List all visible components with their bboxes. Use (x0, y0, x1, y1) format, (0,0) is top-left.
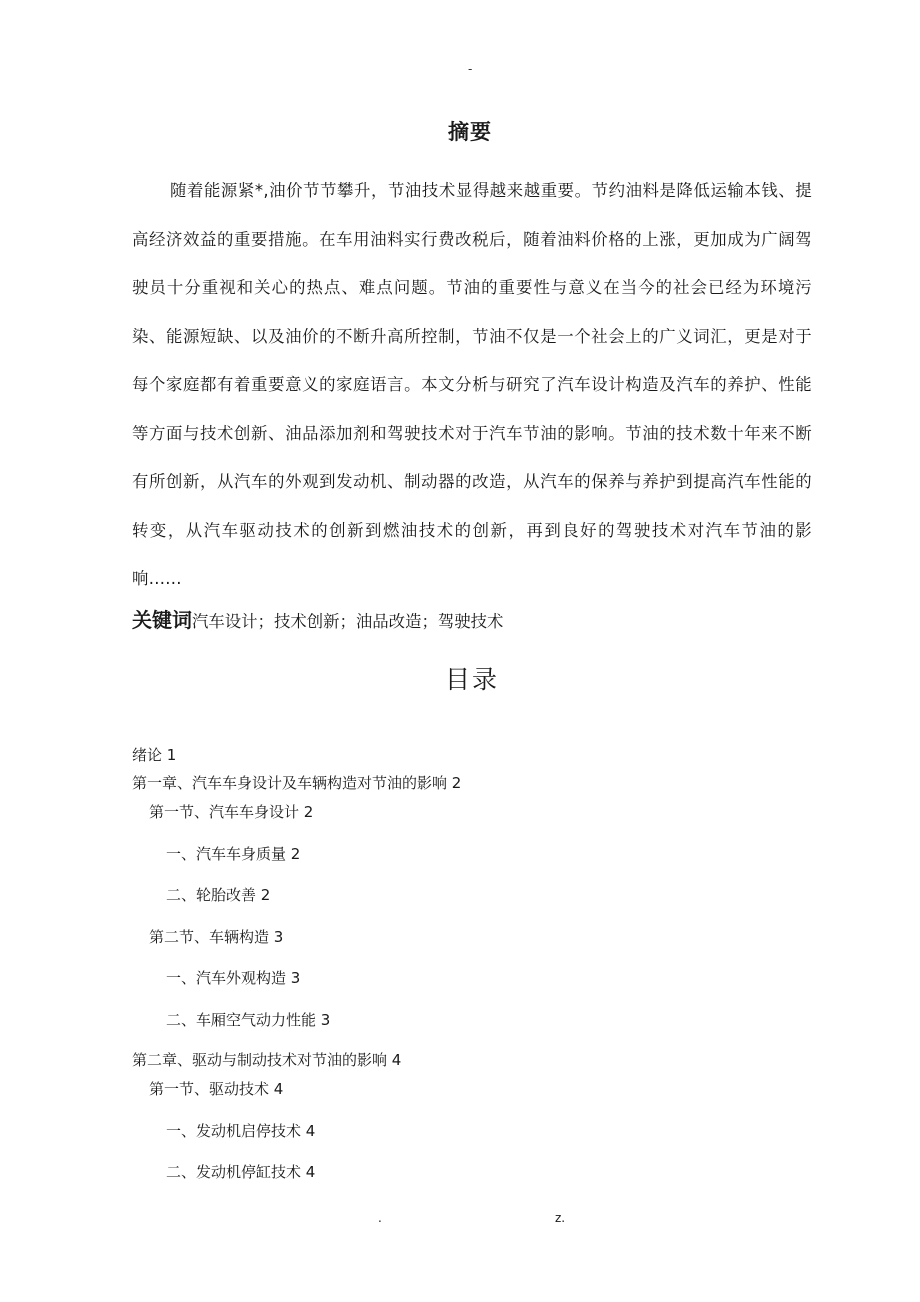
toc-item[interactable]: 第一章、汽车车身设计及车辆构造对节油的影响 2 (132, 774, 462, 792)
keywords-label: 关键词 (132, 608, 192, 632)
page-header-mark: - (468, 62, 473, 76)
toc-item[interactable]: 第一节、汽车车身设计 2 (149, 803, 314, 821)
toc-item[interactable]: 绪论 1 (132, 746, 177, 764)
footer-right-mark: z. (555, 1211, 566, 1225)
toc-item[interactable]: 第二节、车辆构造 3 (149, 928, 284, 946)
toc-item[interactable]: 二、发动机停缸技术 4 (166, 1163, 316, 1181)
toc-item[interactable]: 二、车厢空气动力性能 3 (166, 1011, 331, 1029)
toc-item[interactable]: 一、汽车车身质量 2 (166, 845, 301, 863)
abstract-title: 摘要 (448, 120, 492, 144)
toc-item[interactable]: 一、发动机启停技术 4 (166, 1122, 316, 1140)
toc-item[interactable]: 第一节、驱动技术 4 (149, 1080, 284, 1098)
toc-item[interactable]: 二、轮胎改善 2 (166, 886, 271, 904)
toc-title: 目录 (444, 665, 499, 694)
toc-item[interactable]: 第二章、驱动与制动技术对节油的影响 4 (132, 1051, 402, 1069)
footer-left-mark: . (378, 1211, 382, 1225)
keywords-text: 汽车设计；技术创新；油品改造；驾驶技术 (192, 612, 504, 631)
toc-item[interactable]: 一、汽车外观构造 3 (166, 969, 301, 987)
abstract-body: 随着能源紧*,油价节节攀升，节油技术显得越来越重要。节约油料是降低运输本钱、提高经济效益的重要措施。在车用油料实行费改税后，随着油料价格的上涨，更加成为广阔驾驶员十分重视和关心的热点、难点问题。节油的重要性与意义在当今的社会已经为环境污染、能源短缺、以及油价的不断升高所控制，节油不仅是一个社会上的广义词汇，更是对于每个家庭都有着重要意义的家庭语言。本文分析与研究了汽车设计构造及汽车的养护、性能等方面与技术创新、油品添加剂和驾驶技术对于汽车节油的影响。节油的技术数十年来不断有所创新，从汽车的外观到发动机、制动器的改造，从汽车的保养与养护到提高汽车性能的转变，从汽车驱动技术的创新到燃油技术的创新，再到良好的驾驶技术对汽车节油的影响...... (132, 181, 812, 588)
